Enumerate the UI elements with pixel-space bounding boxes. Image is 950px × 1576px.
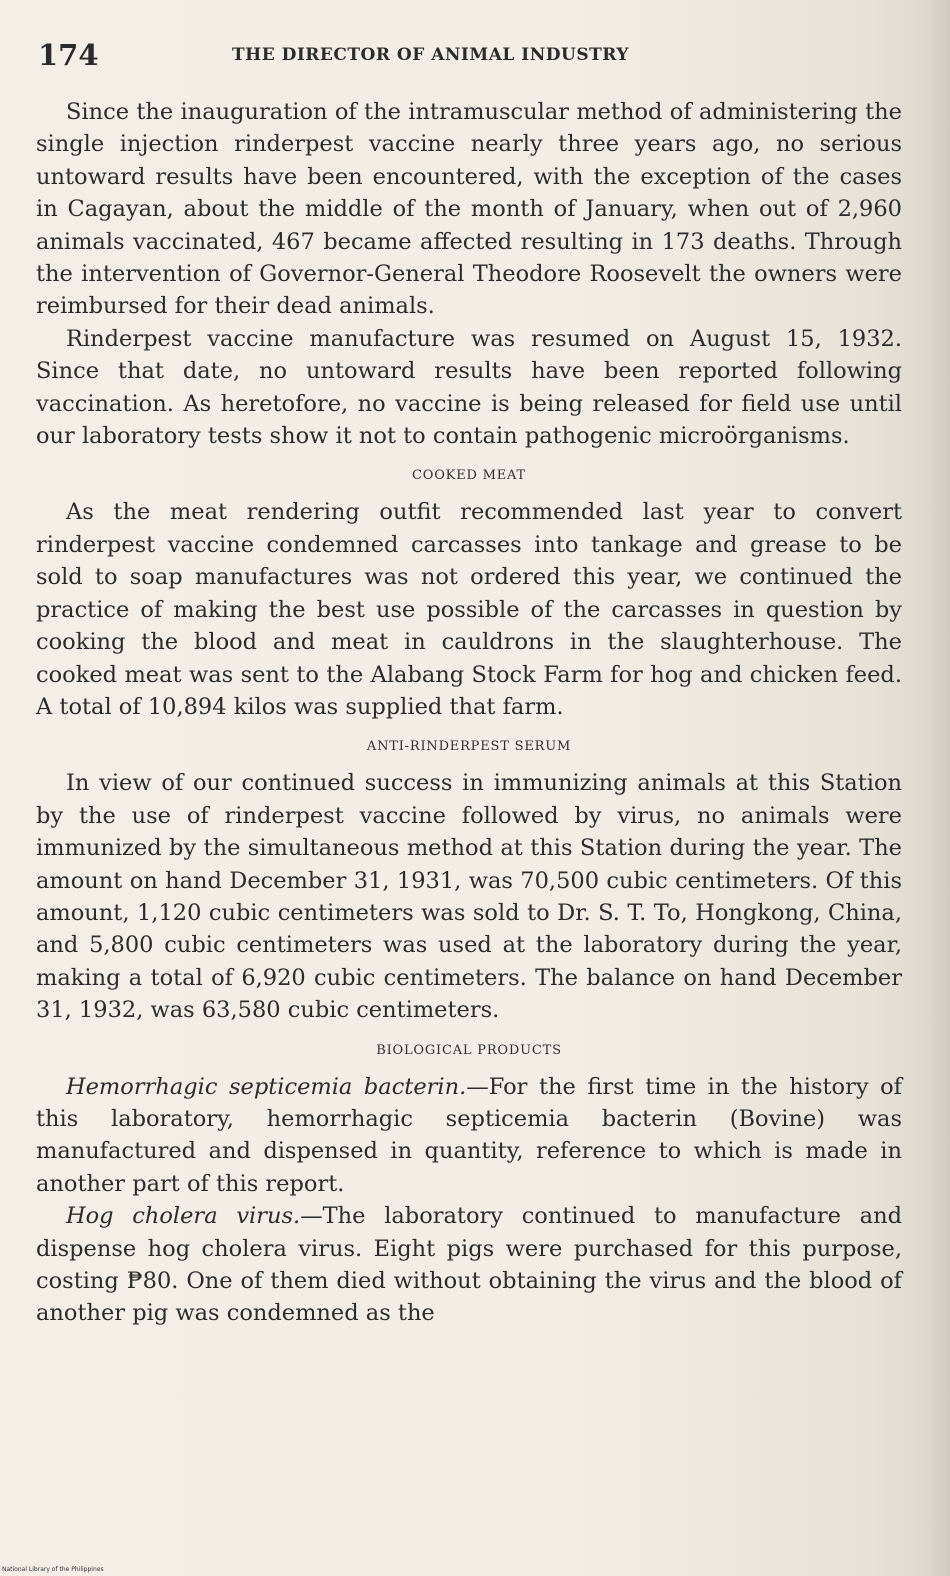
paragraph-cooked-meat: As the meat rendering outfit recommended last year to convert rinderpest vaccine condemned carcasses into tankage and grease to be sold to soap manufactures was not ordered this year, we continued the practice of making the best use possible of the carcasses in question by cooking the blood and meat in cauldrons in the slaughterhouse. The cooked meat was sent to the Alabang Stock Farm for hog and chicken feed. A total of 10,894 kilos was supplied that farm. [36, 499, 902, 720]
body-text [36, 96, 902, 1330]
page-edge-shadow [928, 0, 950, 1576]
paragraph-hog-cholera [36, 1200, 902, 1330]
running-title: THE DIRECTOR OF ANIMAL INDUSTRY [232, 45, 629, 65]
lead-hemorrhagic-septicemia: Hemorrhagic septicemia bacterin. [66, 1073, 467, 1100]
text-hemorrhagic-septicemia: —For the first time in the history of this laboratory, hemorrhagic septicemia bacterin (Bovine) was manufactured and dispensed in quantity, reference to which is made in another part of this report. [36, 1073, 902, 1197]
text-hog-cholera: —The laboratory continued to manufacture and dispense hog cholera virus. Eight pigs were purchased for this purpose, costing ₱80. One of them died without obtaining the virus and the blood of another pig was condemned as the [36, 1203, 902, 1327]
paragraph-hemorrhagic-septicemia [36, 1071, 902, 1201]
paragraph-vaccine-results: Since the inauguration of the intramuscular method of administering the single injection rinderpest vaccine nearly three years ago, no serious untoward results have been encountered, with the exception of the cases in Cagayan, about the middle of the month of January, when out of 2,960 animals vaccinated, 467 became affected resulting in 173 deaths. Through the intervention of Governor-General Theodore Roosevelt the owners were reimbursed for their dead animals. [36, 99, 902, 320]
paragraph-anti-rinderpest-serum: In view of our continued success in immunizing animals at this Station by the use of rinderpest vaccine followed by virus, no animals were immunized by the simultaneous method at this Station during the year. The amount on hand December 31, 1931, was 70,500 cubic centimeters. Of this amount, 1,120 cubic centimeters was sold to Dr. S. T. To, Hongkong, China, and 5,800 cubic centimeters was used at the laboratory during the year, making a total of 6,920 cubic centimeters. The balance on hand December 31, 1932, was 63,580 cubic centimeters. [36, 770, 902, 1024]
lead-hog-cholera: Hog cholera virus. [66, 1203, 301, 1230]
page-number: 174 [38, 38, 99, 72]
section-heading-biological-products: BIOLOGICAL PRODUCTS [376, 1042, 562, 1058]
section-heading-cooked-meat: COOKED MEAT [412, 468, 526, 484]
footer-credit: National Library of the Philippines [2, 1566, 104, 1573]
paragraph-vaccine-manufacture: Rinderpest vaccine manufacture was resumed on August 15, 1932. Since that date, no untoward results have been reported following vaccination. As heretofore, no vaccine is being released for field use until our laboratory tests show it not to contain pathogenic microörganisms. [36, 325, 902, 450]
section-heading-anti-rinderpest-serum: ANTI-RINDERPEST SERUM [366, 739, 572, 755]
